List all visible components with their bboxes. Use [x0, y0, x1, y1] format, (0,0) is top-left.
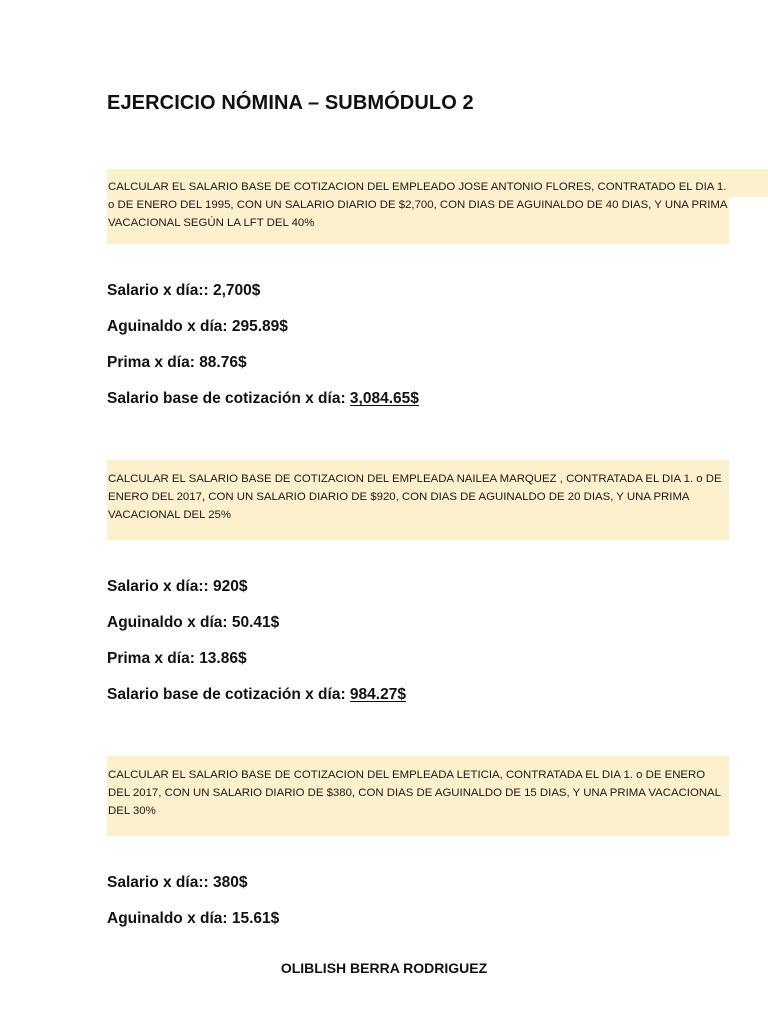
exercise-1-prompt: CALCULAR EL SALARIO BASE DE COTIZACION DEL EMPLEADO JOSE ANTONIO FLORES, CONTRATADO EL DIA 1. o DE ENERO DEL 1995, CON UN SALARIO DIARIO DE $2,700, CON DIAS DE AGUINALDO DE 40 DIAS, Y UNA PRIMA VACACIONAL SEGÚN LA LFT DEL 40%: [108, 181, 727, 229]
daily-bonus-value: 15.61$: [231, 910, 280, 927]
daily-bonus-label: Aguinaldo x día:: [107, 910, 232, 927]
base-salary-label: Salario base de cotización x día:: [107, 686, 350, 703]
daily-salary-value: 380$: [212, 874, 248, 891]
base-salary-value: 984.27$: [349, 686, 406, 703]
daily-salary-label: Salario x día::: [107, 874, 213, 891]
daily-salary-value: 2,700$: [212, 282, 261, 299]
document-title: EJERCICIO NÓMINA – SUBMÓDULO 2: [107, 92, 474, 114]
daily-bonus-line: [107, 910, 279, 946]
daily-bonus-label: Aguinaldo x día:: [107, 614, 232, 631]
daily-premium-line: [107, 354, 419, 390]
daily-premium-line: [107, 650, 406, 686]
daily-bonus-line: [107, 614, 406, 650]
exercise-3-results: [107, 874, 279, 946]
daily-premium-value: 13.86$: [199, 650, 247, 667]
base-salary-line: [107, 686, 406, 722]
daily-premium-label: Prima x día:: [107, 650, 200, 667]
base-salary-value: 3,084.65$: [349, 390, 419, 407]
daily-salary-label: Salario x día::: [107, 282, 213, 299]
daily-salary-line: [107, 282, 419, 318]
daily-bonus-value: 50.41$: [231, 614, 280, 631]
base-salary-line: [107, 390, 419, 426]
author-name: OLIBLISH BERRA RODRIGUEZ: [280, 960, 488, 976]
daily-bonus-line: [107, 318, 419, 354]
daily-bonus-label: Aguinaldo x día:: [107, 318, 232, 335]
daily-salary-line: [107, 874, 279, 910]
exercise-3-prompt-box: [107, 756, 729, 836]
exercise-1-results: [107, 282, 419, 426]
highlight-overhang: [729, 169, 768, 197]
daily-bonus-value: 295.89$: [231, 318, 288, 335]
daily-salary-value: 920$: [212, 578, 248, 595]
exercise-3-prompt: CALCULAR EL SALARIO BASE DE COTIZACION DEL EMPLEADA LETICIA, CONTRATADA EL DIA 1. o DE ENERO DEL 2017, CON UN SALARIO DIARIO DE $380, CON DIAS DE AGUINALDO DE 15 DIAS, Y UNA PRIMA VACACIONAL DEL 30%: [108, 769, 721, 817]
daily-salary-label: Salario x día::: [107, 578, 213, 595]
daily-salary-line: [107, 578, 406, 614]
base-salary-label: Salario base de cotización x día:: [107, 390, 350, 407]
daily-premium-value: 88.76$: [199, 354, 247, 371]
exercise-2-prompt: CALCULAR EL SALARIO BASE DE COTIZACION DEL EMPLEADA NAILEA MARQUEZ , CONTRATADA EL DIA 1. o DE ENERO DEL 2017, CON UN SALARIO DIARIO DE $920, CON DIAS DE AGUINALDO DE 20 DIAS, Y UNA PRIMA VACACIONAL DEL 25%: [108, 473, 722, 521]
exercise-2-results: [107, 578, 406, 722]
exercise-1-prompt-box: [107, 169, 729, 244]
daily-premium-label: Prima x día:: [107, 354, 200, 371]
exercise-2-prompt-box: [107, 460, 729, 540]
